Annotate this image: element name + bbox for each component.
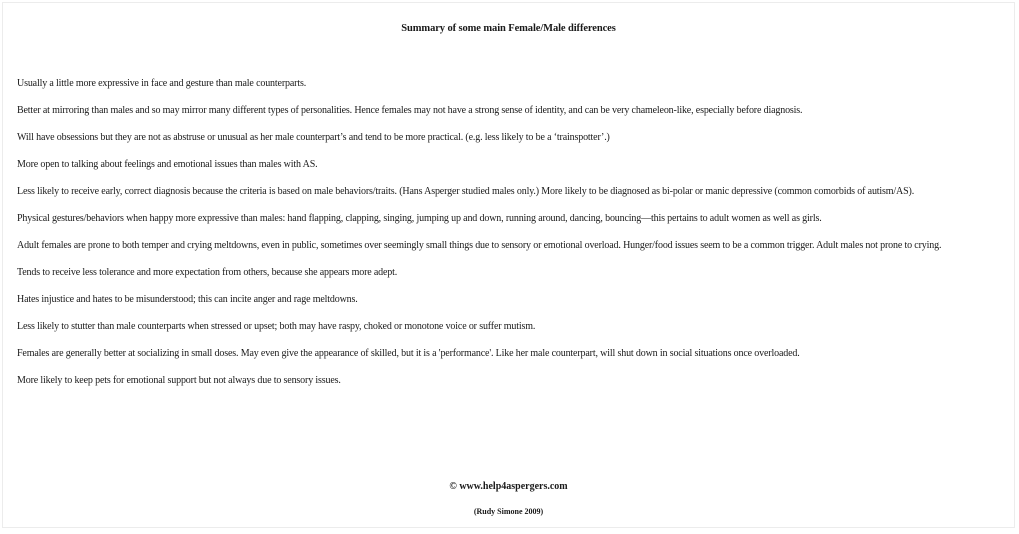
author-credit: (Rudy Simone 2009) bbox=[473, 507, 544, 516]
list-item: Females are generally better at socializing in small doses. May even give the appearance of skilled, but it is a 'performance'. Like her male counterpart, will shut down in social situations once overloaded. bbox=[17, 348, 800, 359]
list-item: Physical gestures/behaviors when happy more expressive than males: hand flapping, clapping, singing, jumping up and down, running around, dancing, bouncing—this pertains to adult women as well as girls. bbox=[17, 213, 822, 224]
list-item: Less likely to receive early, correct diagnosis because the criteria is based on male behaviors/traits. (Hans Asperger studied males only.) More likely to be diagnosed as bi-polar or manic depressive (common comorbids of autism/AS). bbox=[17, 186, 915, 197]
list-item: Less likely to stutter than male counterparts when stressed or upset; both may have raspy, choked or monotone voice or suffer mutism. bbox=[17, 321, 536, 332]
copyright-line: © www.help4aspergers.com bbox=[449, 481, 568, 492]
list-item: Adult females are prone to both temper and crying meltdowns, even in public, sometimes over seemingly small things due to sensory or emotional overload. Hunger/food issues seem to be a common trigger. Adult males not prone to crying. bbox=[17, 240, 942, 251]
list-item: More open to talking about feelings and emotional issues than males with AS. bbox=[17, 159, 318, 170]
difference-list bbox=[17, 77, 1012, 401]
document-title: Summary of some main Female/Male differences bbox=[401, 23, 616, 34]
list-item: Will have obsessions but they are not as abstruse or unusual as her male counterpart’s and tend to be more practical. (e.g. less likely to be a ‘trainspotter’.) bbox=[17, 132, 610, 143]
list-item: Hates injustice and hates to be misunderstood; this can incite anger and rage meltdowns. bbox=[17, 294, 358, 305]
list-item: Tends to receive less tolerance and more expectation from others, because she appears more adept. bbox=[17, 267, 398, 278]
list-item: Better at mirroring than males and so may mirror many different types of personalities. Hence females may not have a strong sense of identity, and can be very chameleon-like, especially before diagnosis. bbox=[17, 105, 803, 116]
document-page bbox=[2, 2, 1015, 528]
list-item: More likely to keep pets for emotional support but not always due to sensory issues. bbox=[17, 375, 341, 386]
list-item: Usually a little more expressive in face and gesture than male counterparts. bbox=[17, 78, 307, 89]
